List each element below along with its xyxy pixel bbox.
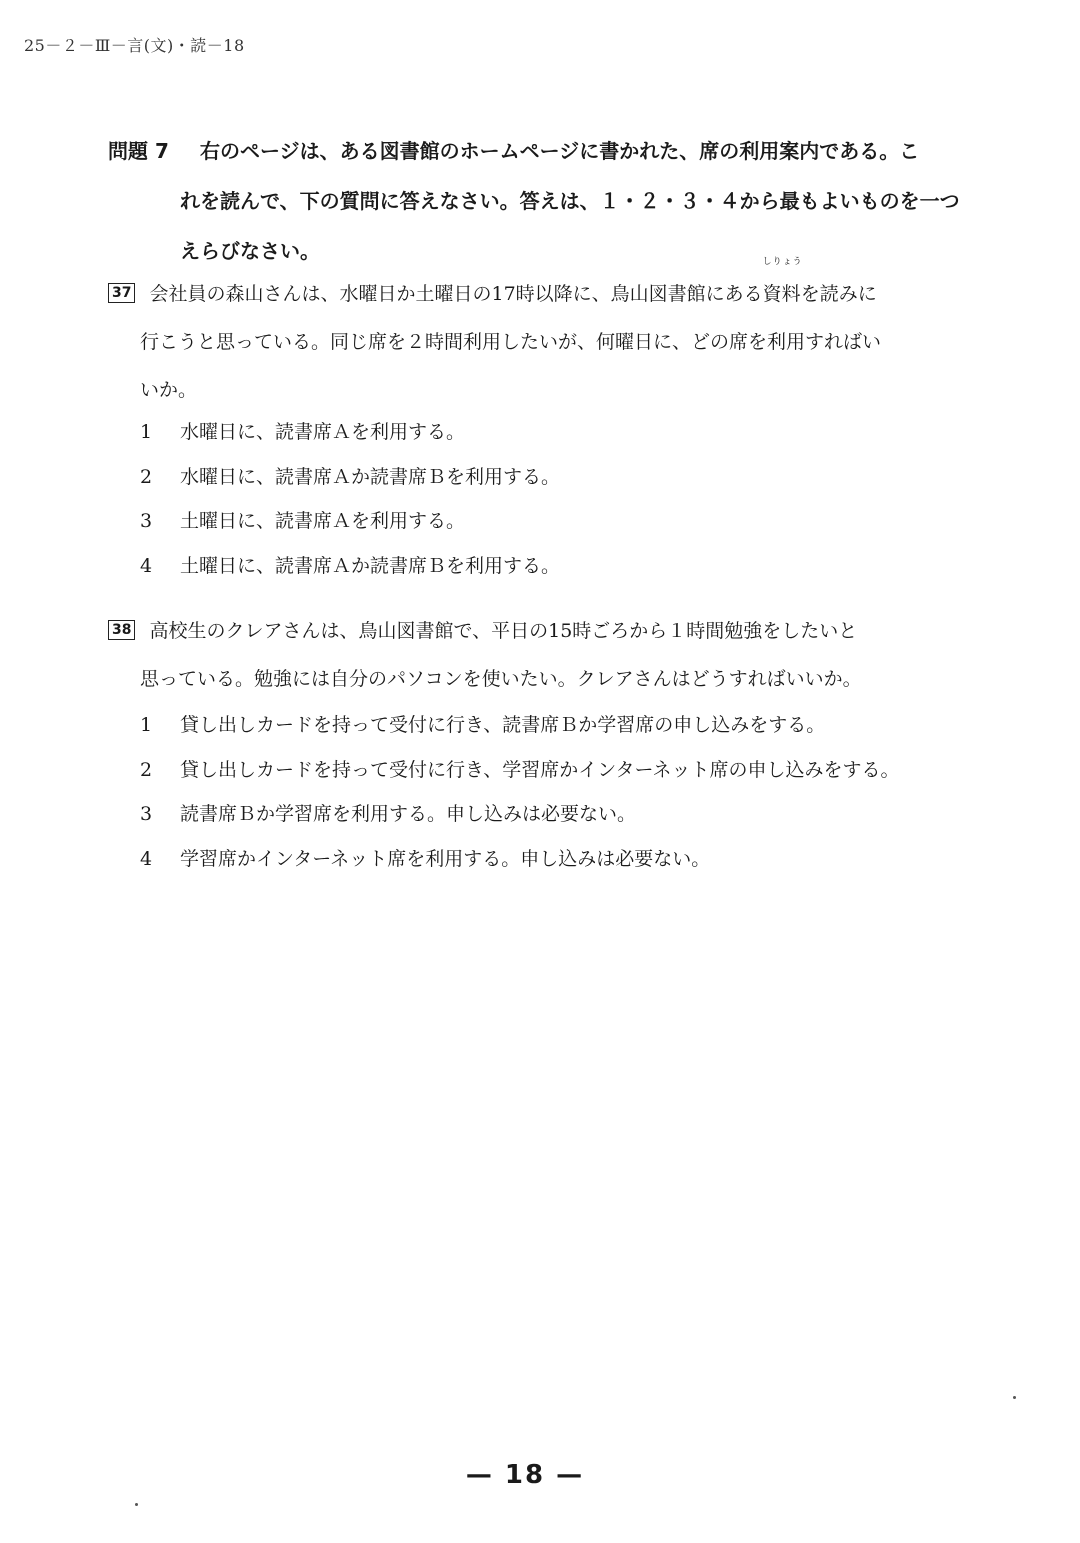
question-number-box: 37 [108, 283, 135, 303]
question-37-line-1 [108, 257, 958, 318]
answer-option[interactable] [108, 792, 958, 837]
question-38-line-2: 思っている。勉強には自分のパソコンを使いたい。クレアさんはどうすればいいか。 [140, 668, 862, 690]
option-number: 4 [140, 847, 153, 870]
option-number: 2 [140, 465, 153, 488]
option-text: 水曜日に、読書席Ａを利用する。 [180, 421, 466, 443]
ruby-word [762, 257, 803, 318]
question-38 [108, 607, 958, 881]
answer-option[interactable] [108, 410, 958, 455]
option-text: 水曜日に、読書席Ａか読書席Ｂを利用する。 [180, 465, 561, 488]
question-37-line-3: いか。 [140, 379, 198, 401]
page-number: — 18 — [465, 1460, 585, 1490]
option-text: 貸し出しカードを持って受付に行き、読書席Ｂか学習席の申し込みをする。 [180, 714, 826, 736]
option-text: 読書席Ｂか学習席を利用する。申し込みは必要ない。 [180, 803, 637, 825]
option-text: 学習席かインターネット席を利用する。申し込みは必要ない。 [180, 847, 711, 870]
exam-code: 25－２－Ⅲ－言(文)・読－18 [24, 36, 245, 55]
option-text: 土曜日に、読書席Ａか読書席Ｂを利用する。 [180, 554, 561, 577]
scan-speck [1013, 1396, 1016, 1399]
answer-option[interactable] [108, 544, 958, 589]
question-37 [108, 257, 958, 588]
option-text: 貸し出しカードを持って受付に行き、学習席かインターネット席の申し込みをする。 [180, 758, 900, 781]
question-38-line-1 [108, 607, 958, 655]
answer-option[interactable] [108, 455, 958, 500]
problem-text-1: 右のページは、ある図書館のホームページに書かれた、席の利用案内である。こ [200, 139, 920, 163]
question-37-line-2: 行こうと思っている。同じ席を２時間利用したいが、何曜日に、どの席を利用すればい [140, 331, 882, 353]
option-text: 土曜日に、読書席Ａを利用する。 [180, 510, 466, 532]
problem-line-3: えらびなさい。 [180, 239, 320, 263]
option-number: 3 [140, 510, 153, 532]
ruby-base: 資料 [762, 283, 801, 305]
ruby-reading: しりょう [762, 257, 803, 267]
problem-line-2: れを読んで、下の質問に答えなさい。答えは、１・２・３・４から最もよいものを一つ [180, 189, 960, 213]
answer-option[interactable] [108, 748, 958, 793]
answer-option[interactable] [108, 703, 958, 748]
question-37-text-b: を読みに [800, 283, 877, 305]
option-number: 2 [140, 758, 153, 781]
scan-speck [135, 1503, 138, 1506]
option-number: 1 [140, 421, 153, 443]
problem-number: 問題 7 [108, 139, 169, 163]
answer-option[interactable] [108, 499, 958, 544]
question-37-text-a: 会社員の森山さんは、水曜日か土曜日の17時以降に、鳥山図書館にある [149, 283, 763, 305]
question-38-text-a: 高校生のクレアさんは、鳥山図書館で、平日の15時ごろから１時間勉強をしたいと [149, 620, 858, 642]
problem-line-1 [108, 126, 948, 176]
question-38-options [108, 703, 958, 881]
option-number: 1 [140, 714, 153, 736]
question-number-box: 38 [108, 620, 135, 640]
answer-option[interactable] [108, 837, 958, 882]
question-37-options [108, 410, 958, 588]
option-number: 3 [140, 803, 153, 825]
problem-instructions [108, 126, 960, 276]
option-number: 4 [140, 554, 153, 577]
